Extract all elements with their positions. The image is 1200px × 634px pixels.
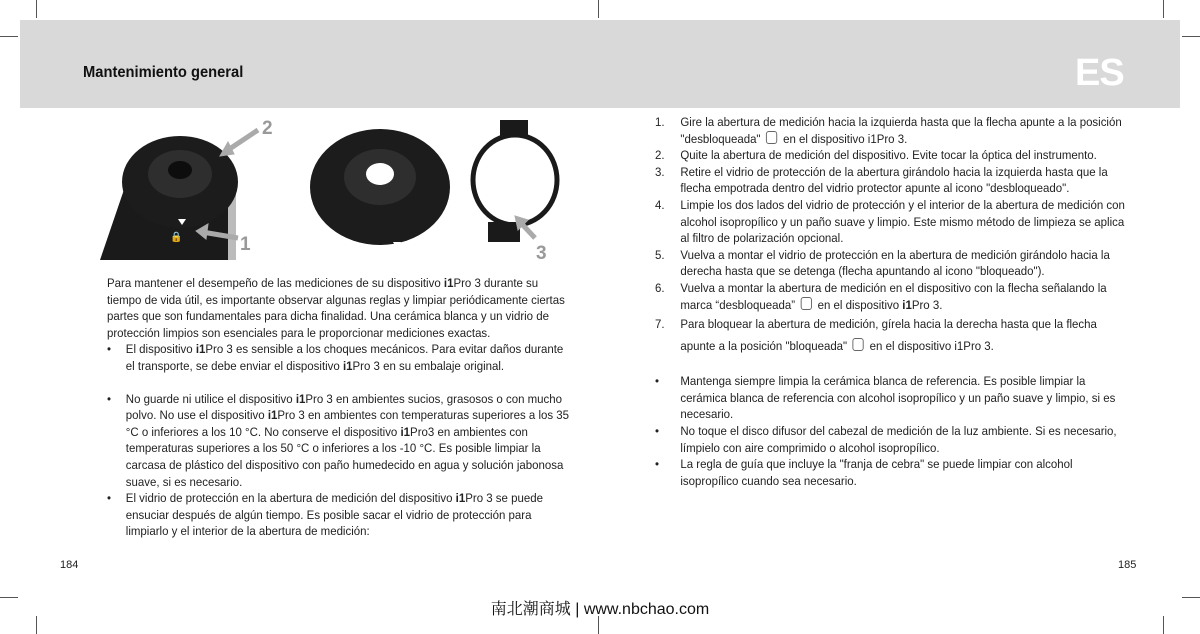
crop-mark bbox=[1163, 0, 1164, 18]
crop-mark bbox=[598, 0, 599, 18]
cleaning-steps-list bbox=[655, 114, 1130, 357]
page-number-left: 184 bbox=[60, 559, 79, 571]
left-column-text bbox=[107, 275, 572, 540]
aperture-illustration bbox=[100, 112, 570, 262]
text-segment: Pro 3 en ambientes sucios, grasosos o con mucho polvo. No use el dispositivo bbox=[125, 391, 563, 423]
right-column-text bbox=[655, 114, 1130, 489]
brand-mark: i1 bbox=[267, 408, 278, 423]
text-segment: Pro 3 en su embalaje original. bbox=[352, 358, 505, 373]
bullet-marker: • bbox=[655, 374, 660, 389]
step-item bbox=[655, 247, 1130, 280]
text-segment: Vuelva a montar la abertura de medición en el dispositivo con la flecha señalando la marca “desbloqueada” bbox=[680, 280, 1107, 312]
bullet-text: No toque el disco difusor del cabezal de medición de la luz ambiente. Si es necesario, límpielo con aire comprimido o alcohol isopropílico. bbox=[680, 423, 1117, 455]
brand-mark: i1 bbox=[195, 342, 206, 357]
bullet-item bbox=[107, 391, 572, 491]
callout-3: 3 bbox=[536, 243, 547, 262]
lock-icon bbox=[853, 338, 864, 351]
brand-mark: i1 bbox=[443, 276, 454, 290]
unlock-icon bbox=[766, 131, 777, 144]
step-number: 2. bbox=[655, 148, 665, 163]
left-bullet-list bbox=[107, 341, 572, 540]
text-segment: en el dispositivo i1Pro 3. bbox=[783, 131, 908, 146]
footer-watermark: 南北潮商城 | www.nbchao.com bbox=[490, 601, 710, 618]
brand-mark: i1 bbox=[400, 424, 411, 439]
text-segment: El vidrio de protección en la abertura de medición del dispositivo bbox=[125, 491, 456, 506]
step-number: 1. bbox=[655, 115, 665, 129]
step-item bbox=[655, 197, 1130, 247]
right-bullet-list bbox=[655, 373, 1130, 489]
device-with-aperture-image bbox=[100, 136, 238, 260]
text-segment: Pro 3 durante su tiempo de vida útil, es importante observar algunas reglas y limpiar periódicamente ciertas partes que son fundamentales para dicha finalidad. Una cerámica blanca y un vidrio de protección limpios son esenciales para le proporcionar mediciones exactas. bbox=[107, 276, 565, 340]
step-number: 6. bbox=[655, 280, 665, 295]
language-badge: ES bbox=[1075, 52, 1124, 94]
bullet-text: La regla de guía que incluye la "franja de cebra" se puede limpiar con alcohol isopropílico cuando sea necesario. bbox=[680, 457, 1073, 488]
bullet-marker: • bbox=[107, 391, 112, 406]
aperture-part-image bbox=[310, 129, 450, 249]
crop-mark bbox=[1182, 36, 1200, 37]
text-segment: Para mantener el desempeño de las mediciones de su dispositivo bbox=[107, 276, 444, 290]
bullet-item bbox=[107, 341, 572, 374]
step-number: 4. bbox=[655, 197, 665, 212]
page-title: Mantenimiento general bbox=[83, 64, 244, 81]
bullet-item bbox=[655, 456, 1130, 489]
text-segment: Retire el vidrio de protección de la abertura girándolo hacia la izquierda hasta que la flecha empotrada dentro del vidrio protector apunte al icono "desbloqueado". bbox=[680, 164, 1108, 196]
text-segment: Vuelva a montar el vidrio de protección en la abertura de medición girándolo hacia la derecha hasta que se detenga (flecha apuntando al icono "bloqueado"). bbox=[680, 247, 1110, 279]
bullet-item bbox=[655, 373, 1130, 423]
step-item bbox=[655, 147, 1130, 164]
spacer bbox=[107, 375, 572, 391]
brand-mark: i1 bbox=[902, 297, 912, 312]
step-item bbox=[655, 280, 1130, 313]
unlock-icon bbox=[801, 297, 812, 310]
callout-1: 1 bbox=[240, 234, 251, 255]
text-segment: Pro 3 en ambientes con temperaturas superiores a los 35 °C o inferiores a los 10 °C. No conserve el dispositivo bbox=[125, 408, 570, 439]
bullet-item bbox=[655, 423, 1130, 456]
bullet-marker: • bbox=[655, 423, 660, 438]
text-segment: Pro 3. bbox=[911, 297, 943, 312]
bullet-text: Mantenga siempre limpia la cerámica blanca de referencia. Es posible limpiar la cerámica blanca de referencia con alcohol isopropílico y un paño suave y limpio, si es necesario. bbox=[680, 374, 1116, 422]
svg-text:🔒: 🔒 bbox=[170, 232, 183, 243]
step-item bbox=[655, 313, 1130, 357]
step-number: 7. bbox=[655, 317, 665, 332]
text-segment: Para bloquear la abertura de medición, gírela hacia la derecha hasta que la flecha apunte a la posición "bloqueada" bbox=[680, 317, 1097, 354]
text-segment: Quite la abertura de medición del dispositivo. Evite tocar la óptica del instrumento. bbox=[680, 148, 1097, 163]
step-number: 5. bbox=[655, 247, 665, 262]
text-segment: Limpie los dos lados del vidrio de protección y el interior de la abertura de medición con alcohol isopropílico y un paño suave y limpio. Este mismo método de limpieza se aplica al filtro de polarización opcional. bbox=[680, 197, 1125, 246]
crop-mark bbox=[0, 36, 18, 37]
text-segment: Pro 3 se puede ensuciar después de algún tiempo. Es posible sacar el vidrio de protección para limpiarlo y el interior de la abertura de medición: bbox=[125, 491, 543, 539]
intro-paragraph bbox=[107, 275, 572, 341]
step-item bbox=[655, 164, 1130, 197]
brand-mark: i1 bbox=[295, 391, 306, 406]
bullet-marker: • bbox=[107, 342, 112, 357]
text-segment: Pro 3 es sensible a los choques mecánicos. Para evitar daños durante el transporte, se debe enviar el dispositivo bbox=[125, 342, 564, 373]
brand-mark: i1 bbox=[342, 358, 353, 373]
step-item bbox=[655, 114, 1130, 147]
brand-mark: i1 bbox=[455, 491, 466, 506]
bullet-marker: • bbox=[107, 491, 112, 506]
text-segment: en el dispositivo i1Pro 3. bbox=[869, 339, 994, 354]
text-segment: El dispositivo bbox=[125, 342, 196, 357]
protective-glass-ring-image bbox=[473, 120, 557, 242]
text-segment: Gire la abertura de medición hacia la izquierda hasta que la flecha apunte a la posición "desbloqueada" bbox=[680, 115, 1122, 146]
text-segment: No guarde ni utilice el dispositivo bbox=[125, 391, 296, 406]
callout-2: 2 bbox=[262, 118, 273, 139]
text-segment: en el dispositivo bbox=[817, 297, 903, 312]
crop-mark bbox=[36, 0, 37, 18]
step-number: 3. bbox=[655, 164, 665, 179]
bullet-item bbox=[107, 490, 572, 540]
page-number-right: 185 bbox=[1118, 559, 1137, 571]
text-segment: Pro3 en ambientes con temperaturas superiores a los 50 °C o inferiores a los -10 °C. Es posible limpiar la carcasa de plástico del dispositivo con paño humedecido en agua y solución jabonosa suave, si es necesario. bbox=[125, 424, 564, 489]
bullet-marker: • bbox=[655, 457, 660, 472]
